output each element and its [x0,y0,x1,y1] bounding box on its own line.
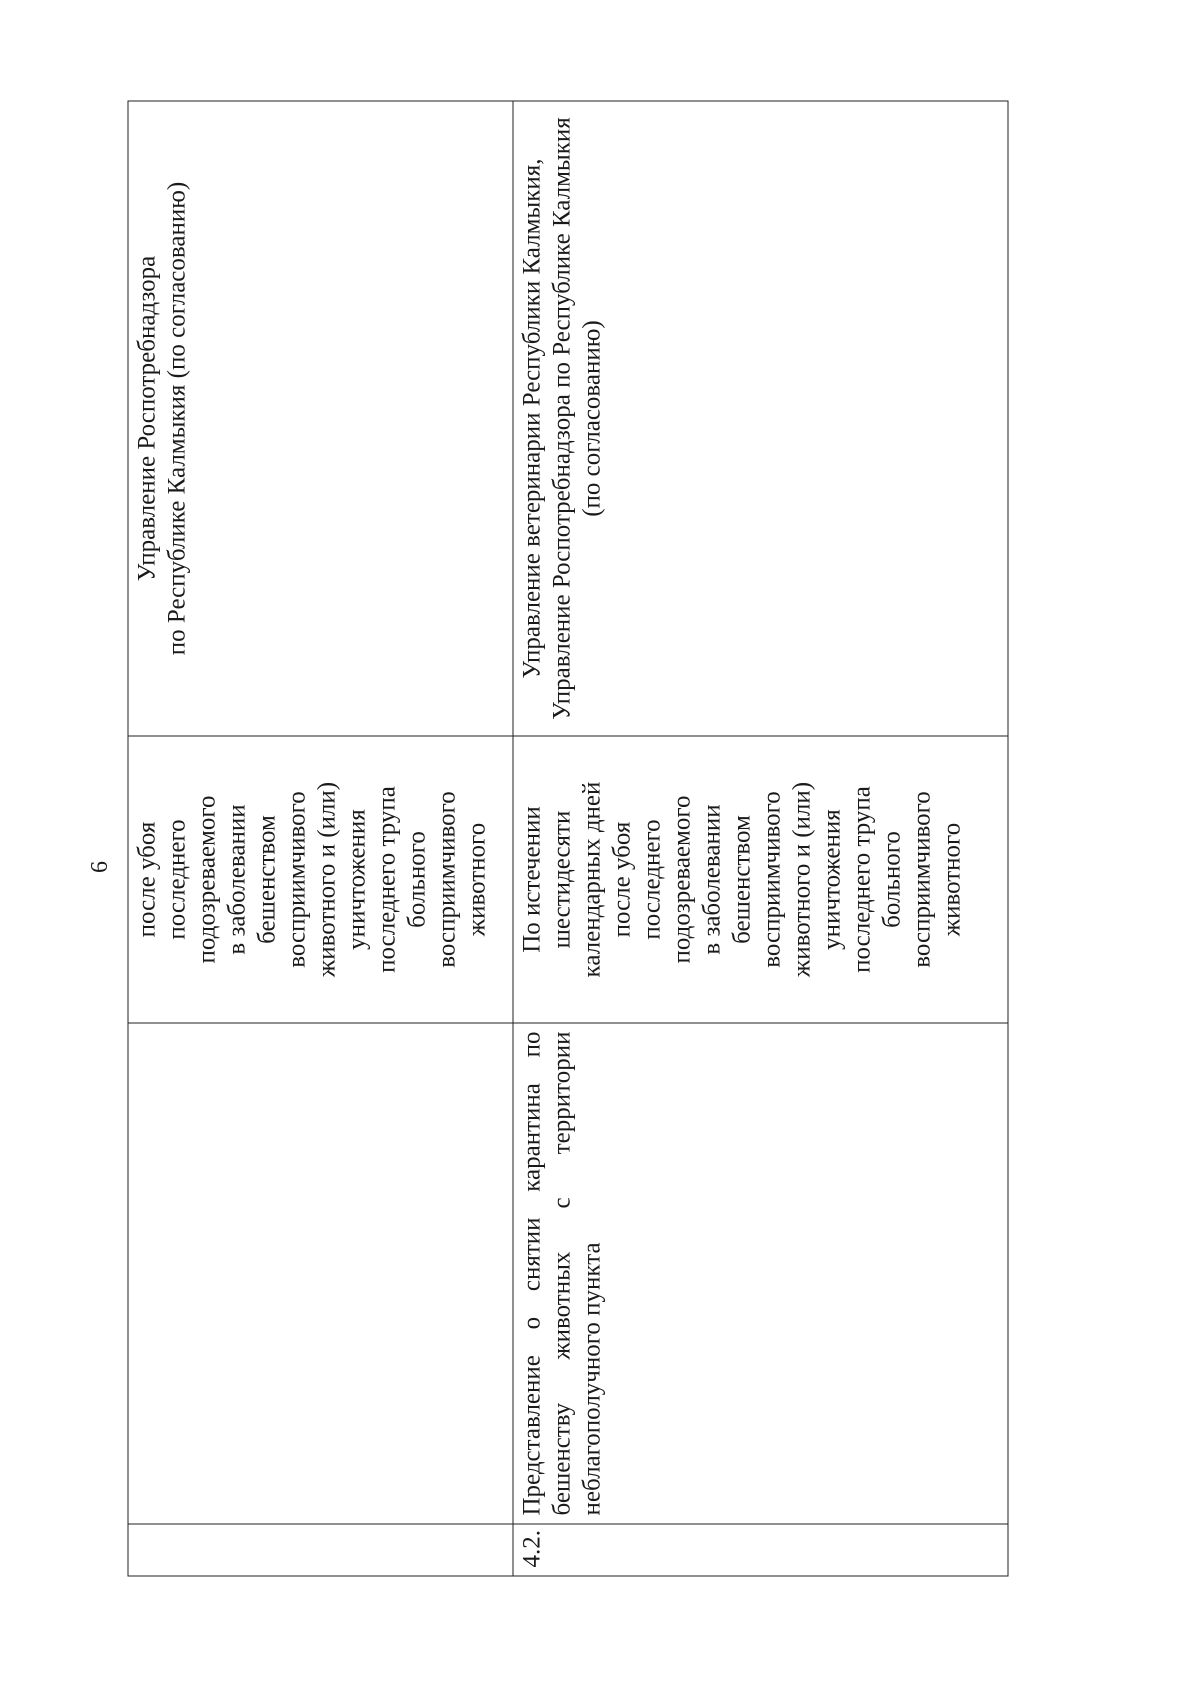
responsible-line: Управление Роспотребнадзора [133,255,161,582]
page-number: 6 [87,861,113,873]
term-line: восприимчивого [758,791,786,968]
cell-responsible [128,101,513,736]
cell-term [128,736,513,1023]
cell-event: Представление о снятии карантина по бешенству животных с территории неблагополучного пункта [513,1023,1008,1524]
cell-number: 4.2. [513,1524,1008,1576]
cell-event [128,1023,513,1524]
term-line: животного и (или) [313,781,341,978]
term-line: бешенством [253,815,281,944]
table-row [513,101,1008,1576]
cell-term [513,736,1008,1023]
cell-number [128,1524,513,1576]
term-line: восприимчивого [433,791,461,968]
term-line: последнего трупа [373,786,401,973]
term-line: бешенством [728,815,756,944]
term-line: восприимчивого [283,791,311,968]
term-line: последнего [638,819,666,940]
term-line: последнего трупа [848,786,876,973]
term-line: после убоя [133,821,161,938]
measures-table [128,101,1009,1577]
term-line: По истечении [518,806,546,953]
term-line: животного и (или) [788,781,816,978]
term-line: подозреваемого [668,795,696,964]
term-line: уничтожения [818,809,846,950]
term-line: животного [463,822,491,937]
responsible-line: по Республике Калмыкия (по согласованию) [163,181,191,656]
rotated-table-container [128,102,1008,1577]
term-line: после убоя [608,821,636,938]
term-line: больного [403,831,431,928]
term-line: восприимчивого [908,791,936,968]
term-line: календарных дней [578,781,606,978]
cell-responsible: Управление ветеринарии Республики Калмыкия, Управление Роспотребнадзора по Республике Калмыкия (по согласованию) [513,101,1008,736]
term-line: в заболевании [698,804,726,955]
term-line: животного [938,822,966,937]
term-line: последнего [163,819,191,940]
table-row [128,101,513,1576]
term-line: в заболевании [223,804,251,955]
term-line: больного [878,831,906,928]
term-line: уничтожения [343,809,371,950]
term-line: шестидесяти [548,810,576,949]
term-line: подозреваемого [193,795,221,964]
